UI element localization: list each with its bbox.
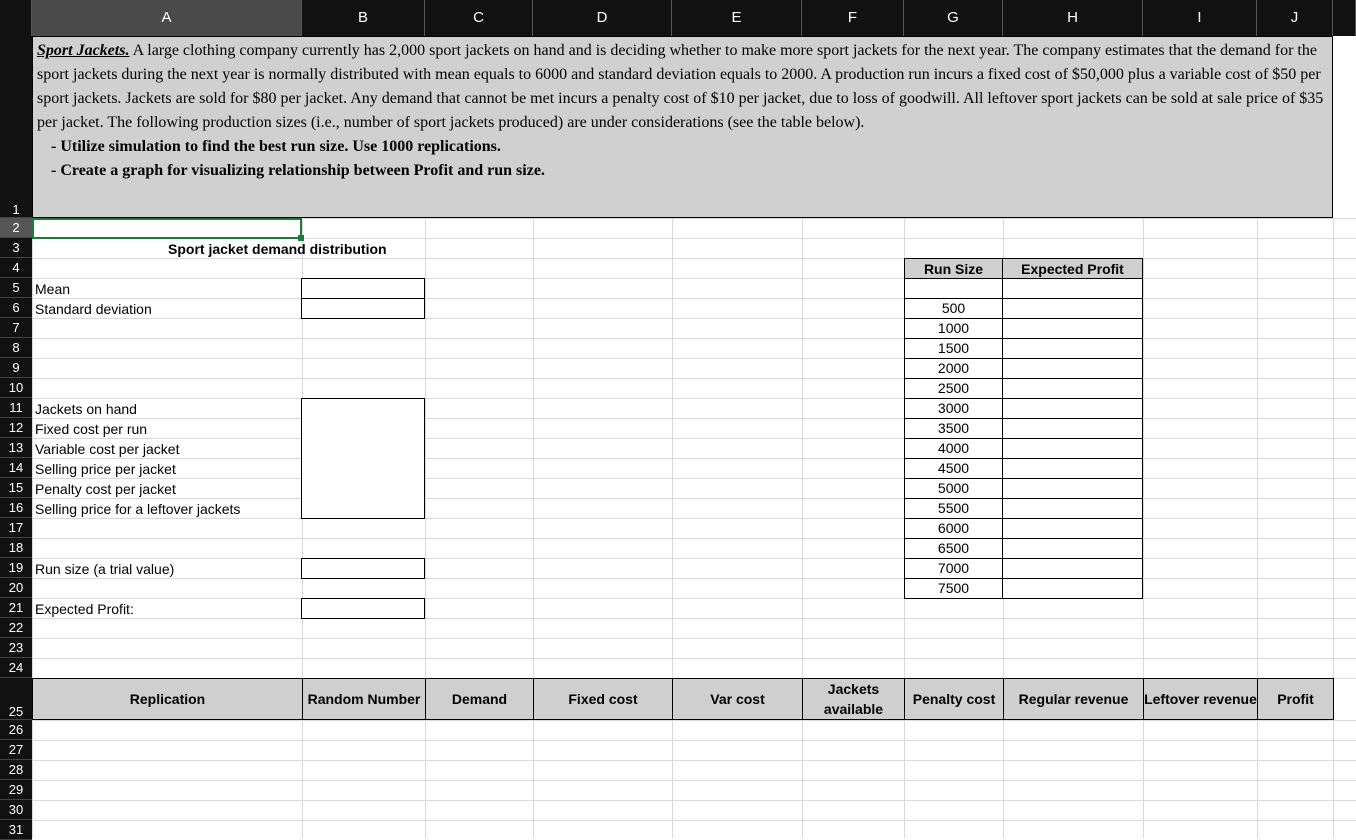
grid-line-vertical — [425, 218, 426, 838]
expected-profit-cell[interactable] — [1002, 298, 1143, 319]
row-header-24[interactable]: 24 — [0, 658, 32, 678]
grid-line-horizontal — [32, 318, 1356, 319]
sim-header-leftover-revenue[interactable]: Leftover revenue — [1143, 678, 1258, 720]
sim-header-fixed-cost[interactable]: Fixed cost — [533, 678, 673, 720]
run-size-cell[interactable]: 5000 — [904, 478, 1003, 499]
expected-profit-blank-cell[interactable] — [1002, 278, 1143, 299]
expected-profit-cell[interactable] — [1002, 578, 1143, 599]
row-header-26[interactable]: 26 — [0, 720, 32, 740]
row-header-8[interactable]: 8 — [0, 338, 32, 358]
run-size-blank-cell[interactable] — [904, 278, 1003, 299]
input-parameters-block[interactable] — [301, 398, 425, 519]
expected-profit-cell[interactable] — [1002, 458, 1143, 479]
sim-header-replication[interactable]: Replication — [32, 678, 303, 720]
row-header-27[interactable]: 27 — [0, 740, 32, 760]
row-header-18[interactable]: 18 — [0, 538, 32, 558]
label-expected-profit: Expected Profit: — [35, 601, 134, 617]
row-header-29[interactable]: 29 — [0, 780, 32, 800]
grid-line-vertical — [533, 218, 534, 838]
expected-profit-cell[interactable] — [1002, 478, 1143, 499]
grid-line-vertical — [1143, 218, 1144, 838]
grid-line-horizontal — [32, 418, 1356, 419]
grid-line-horizontal — [32, 598, 1356, 599]
sim-header-profit[interactable]: Profit — [1257, 678, 1334, 720]
grid-line-vertical — [1257, 218, 1258, 838]
run-size-cell[interactable]: 7500 — [904, 578, 1003, 599]
grid-line-horizontal — [32, 720, 1356, 721]
header-expected-profit: Expected Profit — [1002, 258, 1143, 279]
grid-line-horizontal — [32, 800, 1356, 801]
column-header-c[interactable]: C — [425, 0, 533, 36]
output-expected-profit[interactable] — [301, 598, 425, 619]
grid-line-vertical — [1333, 218, 1334, 838]
column-header-a[interactable]: A — [32, 0, 302, 36]
label-selling-price: Selling price per jacket — [35, 461, 176, 477]
grid-line-horizontal — [32, 338, 1356, 339]
run-size-cell[interactable]: 3500 — [904, 418, 1003, 439]
column-header-f[interactable]: F — [802, 0, 904, 36]
run-size-cell[interactable]: 1000 — [904, 318, 1003, 339]
run-size-cell[interactable]: 2500 — [904, 378, 1003, 399]
row-header-6[interactable]: 6 — [0, 298, 32, 318]
grid-line-vertical — [672, 218, 673, 838]
problem-description[interactable] — [32, 36, 1333, 218]
grid-line-horizontal — [32, 538, 1356, 539]
run-size-cell[interactable]: 2000 — [904, 358, 1003, 379]
expected-profit-cell[interactable] — [1002, 398, 1143, 419]
sim-header-regular-revenue[interactable]: Regular revenue — [1003, 678, 1144, 720]
label-fixed-cost: Fixed cost per run — [35, 421, 148, 437]
row-header-31[interactable]: 31 — [0, 820, 32, 840]
expected-profit-cell[interactable] — [1002, 518, 1143, 539]
section-title: Sport jacket demand distribution — [168, 241, 387, 257]
expected-profit-cell[interactable] — [1002, 338, 1143, 359]
label-standard-deviation: Standard deviation — [35, 301, 152, 317]
row-header-30[interactable]: 30 — [0, 800, 32, 820]
row-header-11[interactable]: 11 — [0, 398, 32, 418]
instruction-graph: - Create a graph for visualizing relationship between Profit and run size. — [51, 162, 545, 179]
row-header-15[interactable]: 15 — [0, 478, 32, 498]
grid-line-horizontal — [32, 298, 1356, 299]
grid-line-horizontal — [32, 358, 1356, 359]
row-header-7[interactable]: 7 — [0, 318, 32, 338]
row-header-1[interactable]: 1 — [0, 36, 32, 218]
column-header-d[interactable]: D — [533, 0, 672, 36]
run-size-cell[interactable]: 4500 — [904, 458, 1003, 479]
grid-line-horizontal — [32, 278, 1356, 279]
problem-body: A large clothing company currently has 2,000 sport jackets on hand and is deciding whether to make more sport jackets for the next year. The company estimates that the demand for the sport jackets during the next year is normally distributed with mean equals to 6000 and standard deviation equals to 2000. A production run incurs a fixed cost of $50,000 plus a variable cost of $50 per sport jackets. Jackets are sold for $80 per jacket. Any demand that cannot be met incurs a penalty cost of $10 per jacket, due to loss of goodwill. All leftover sport jackets can be sold at sale price of $35 per jacket. The following production sizes (i.e., number of sport jackets produced) are under considerations (see the table below). — [37, 42, 1324, 131]
input-mean[interactable] — [301, 278, 425, 299]
row-header-5[interactable]: 5 — [0, 278, 32, 298]
grid-line-horizontal — [32, 740, 1356, 741]
expected-profit-cell[interactable] — [1002, 538, 1143, 559]
row-header-19[interactable]: 19 — [0, 558, 32, 578]
row-header-28[interactable]: 28 — [0, 760, 32, 780]
column-header-b[interactable]: B — [302, 0, 425, 36]
run-size-cell[interactable]: 1500 — [904, 338, 1003, 359]
run-size-cell[interactable]: 5500 — [904, 498, 1003, 519]
run-size-cell[interactable]: 7000 — [904, 558, 1003, 579]
row-header-3[interactable]: 3 — [0, 238, 32, 258]
expected-profit-cell[interactable] — [1002, 558, 1143, 579]
column-header-g[interactable]: G — [904, 0, 1003, 36]
sim-header-penalty-cost[interactable]: Penalty cost — [904, 678, 1004, 720]
grid-line-horizontal — [32, 398, 1356, 399]
column-header-j[interactable]: J — [1257, 0, 1333, 36]
label-variable-cost: Variable cost per jacket — [35, 441, 180, 457]
grid-line-horizontal — [32, 760, 1356, 761]
row-header-20[interactable]: 20 — [0, 578, 32, 598]
grid-line-horizontal — [32, 780, 1356, 781]
grid-line-horizontal — [32, 618, 1356, 619]
label-leftover-price: Selling price for a leftover jackets — [35, 501, 241, 517]
expected-profit-cell[interactable] — [1002, 378, 1143, 399]
row-header-21[interactable]: 21 — [0, 598, 32, 618]
run-size-cell[interactable]: 6500 — [904, 538, 1003, 559]
grid-line-vertical — [802, 218, 803, 838]
expected-profit-cell[interactable] — [1002, 438, 1143, 459]
grid-line-horizontal — [32, 438, 1356, 439]
row-header-4[interactable]: 4 — [0, 258, 32, 278]
grid-line-horizontal — [32, 458, 1356, 459]
row-header-25[interactable]: 25 — [0, 678, 32, 720]
row-header-14[interactable]: 14 — [0, 458, 32, 478]
problem-title: Sport Jackets. — [37, 42, 130, 59]
input-standard-deviation[interactable] — [301, 298, 425, 319]
sim-header-jackets-available[interactable]: Jackets available — [802, 678, 905, 720]
grid-line-horizontal — [32, 820, 1356, 821]
grid-line-vertical — [32, 218, 33, 838]
column-header-e[interactable]: E — [672, 0, 802, 36]
row-header-2[interactable]: 2 — [0, 218, 32, 238]
row-header-13[interactable]: 13 — [0, 438, 32, 458]
row-header-17[interactable]: 17 — [0, 518, 32, 538]
header-run-size: Run Size — [904, 258, 1003, 279]
run-size-cell[interactable]: 500 — [904, 298, 1003, 319]
column-header-h[interactable]: H — [1003, 0, 1143, 36]
row-header-16[interactable]: 16 — [0, 498, 32, 518]
run-size-cell[interactable]: 3000 — [904, 398, 1003, 419]
grid-line-horizontal — [32, 638, 1356, 639]
label-penalty-cost: Penalty cost per jacket — [35, 481, 176, 497]
expected-profit-cell[interactable] — [1002, 418, 1143, 439]
grid-line-horizontal — [32, 558, 1356, 559]
input-run-size[interactable] — [301, 558, 425, 579]
grid-line-horizontal — [32, 378, 1356, 379]
expected-profit-cell[interactable] — [1002, 498, 1143, 519]
corner-select-all[interactable] — [0, 0, 32, 36]
grid-line-horizontal — [32, 658, 1356, 659]
grid-line-horizontal — [32, 478, 1356, 479]
sim-header-demand[interactable]: Demand — [425, 678, 534, 720]
label-mean: Mean — [35, 281, 71, 297]
label-run-size: Run size (a trial value) — [35, 561, 175, 577]
column-header-overflow — [1333, 0, 1356, 36]
sim-header-var-cost[interactable]: Var cost — [672, 678, 803, 720]
column-header-i[interactable]: I — [1143, 0, 1257, 36]
row-header-23[interactable]: 23 — [0, 638, 32, 658]
row-header-12[interactable]: 12 — [0, 418, 32, 438]
grid-line-horizontal — [32, 578, 1356, 579]
run-size-cell[interactable]: 6000 — [904, 518, 1003, 539]
label-jackets-on-hand: Jackets on hand — [35, 401, 137, 417]
expected-profit-cell[interactable] — [1002, 318, 1143, 339]
instruction-simulation: - Utilize simulation to find the best run size. Use 1000 replications. — [51, 138, 501, 155]
row-header-22[interactable]: 22 — [0, 618, 32, 638]
active-cell-a2[interactable] — [32, 218, 302, 239]
run-size-cell[interactable]: 4000 — [904, 438, 1003, 459]
row-header-9[interactable]: 9 — [0, 358, 32, 378]
sim-header-random-number[interactable]: Random Number — [302, 678, 426, 720]
row-header-10[interactable]: 10 — [0, 378, 32, 398]
expected-profit-cell[interactable] — [1002, 358, 1143, 379]
